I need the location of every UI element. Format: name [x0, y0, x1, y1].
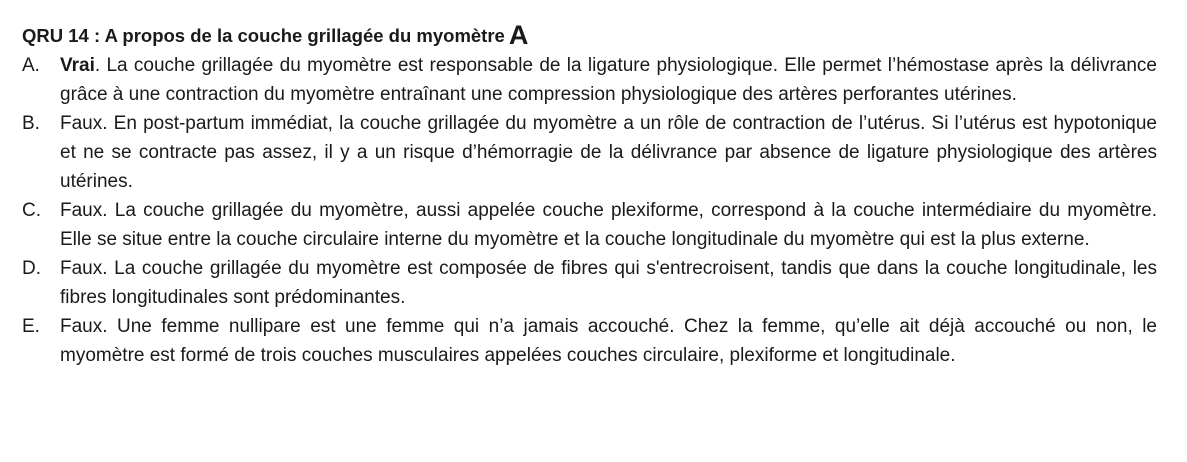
answer-item-a [22, 51, 1157, 109]
answer-text [60, 51, 1157, 109]
answer-item-e [22, 312, 1157, 370]
answer-list [22, 51, 1157, 370]
question-title [22, 22, 1157, 49]
answer-item-c [22, 196, 1157, 254]
answer-item-d [22, 254, 1157, 312]
answer-explanation: . La couche grillagée du myomètre est responsable de la ligature physiologique. Elle permet l’hémostase après la délivrance grâce à une contraction du myomètre entraînant une compression physiologique des artères perforantes utérines. [60, 55, 1157, 105]
answer-letter: B. [22, 113, 40, 134]
answer-letter: D. [22, 258, 41, 279]
answer-text: Faux. La couche grillagée du myomètre est composée de fibres qui s'entrecroisent, tandis que dans la couche longitudinale, les fibres longitudinales sont prédominantes. [60, 258, 1157, 308]
answer-text: Faux. En post-partum immédiat, la couche grillagée du myomètre a un rôle de contraction de l’utérus. Si l’utérus est hypotonique et ne se contracte pas assez, il y a un risque d’hémorragie de la délivrance par absence de ligature physiologique des artères utérines. [60, 113, 1157, 192]
correct-answer-letter: A [508, 20, 529, 50]
answer-item-b [22, 109, 1157, 196]
answer-letter: A. [22, 55, 40, 76]
answer-letter: C. [22, 200, 41, 221]
verdict-label: Vrai [60, 55, 95, 76]
answer-text: Faux. La couche grillagée du myomètre, aussi appelée couche plexiforme, correspond à la couche intermédiaire du myomètre. Elle se situe entre la couche circulaire interne du myomètre et la couche longitudinale du myomètre qui est la plus externe. [60, 200, 1157, 250]
question-title-text: QRU 14 : A propos de la couche grillagée du myomètre [22, 25, 505, 46]
answer-text: Faux. Une femme nullipare est une femme qui n’a jamais accouché. Chez la femme, qu’elle ait déjà accouché ou non, le myomètre est formé de trois couches musculaires appelées couches circulaire, plexiforme et longitudinale. [60, 316, 1157, 366]
answer-letter: E. [22, 316, 40, 337]
